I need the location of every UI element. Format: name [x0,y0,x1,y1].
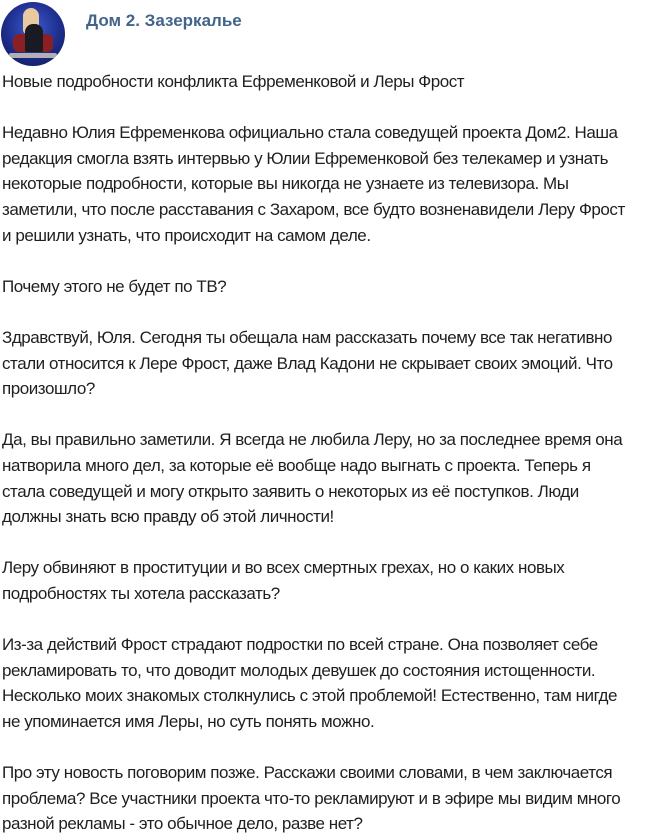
post-text-line: проблема? Все участники проекта что-то рекламируют и в эфире мы видим много [2,788,621,808]
paragraph-gap [2,248,670,274]
post-text-line: разной рекламы - это обычное дело, разве нет? [2,814,363,834]
post-text-line: должны знать всю правду об этой личности! [2,507,334,527]
post-text-line: Несколько моих знакомых столкнулись с этой проблемой! Естественно, там нигде [2,686,618,706]
post-title-line: Новые подробности конфликта Ефременковой и Леры Фрост [2,72,465,91]
paragraph-gap [2,530,670,556]
post-text-line: Леру обвиняют в проституции и во всех смертных грехах, но о каких новых [2,558,565,578]
post-text-line: редакция смогла взять интервью у Юлии Ефременковой без телекамер и узнать [2,148,609,168]
paragraph-gap [2,402,670,428]
paragraph-gap [2,734,670,760]
avatar-logo-shape [9,53,57,58]
post-text-line: стала соведущей и могу открыто заявить о некоторых из её поступков. Люди [2,481,579,501]
post-text-line: заметили, что после расставания с Захаром, все будто возненавидели Леру Фрост [2,199,625,219]
post-text-line: и решили узнать, что происходит на самом деле. [2,225,371,245]
post-text-line: Из-за действий Фрост страдают подростки по всей стране. Она позволяет себе [2,635,598,655]
group-name-link[interactable]: Дом 2. Зазеркалье [86,11,242,30]
paragraph-gap [2,95,670,121]
post-text-line: некоторые подробности, которые вы никогда не узнаете из телевизора. Мы [2,174,569,194]
post-text-line: натворила много дел, за которые её вообще надо выгнать с проекта. Теперь я [2,455,591,475]
group-avatar[interactable] [1,2,65,66]
post-text-line: Здравствуй, Юля. Сегодня ты обещала нам рассказать почему все так негативно [2,327,612,347]
post-text-line: рекламировать то, что доводит молодых девушек до состояния истощенности. [2,660,596,680]
post-text-line: стали относится к Лере Фрост, даже Влад Кадони не скрывает своих эмоций. Что [2,353,613,373]
post-text [2,69,670,837]
paragraph-gap [2,606,670,632]
avatar-figure-shape [25,24,43,52]
post-text-line: не упоминается имя Леры, но суть понять можно. [2,711,375,731]
post-text-line: Почему этого не будет по ТВ? [2,276,227,296]
post-text-line: Про эту новость поговорим позже. Расскажи своими словами, в чем заключается [2,763,613,783]
post-text-line: Недавно Юлия Ефременкова официально стала соведущей проекта Дом2. Наша [2,123,618,143]
post-text-line: произошло? [2,379,95,399]
post-text-line: Да, вы правильно заметили. Я всегда не любила Леру, но за последнее время она [2,430,623,450]
post-text-line: подробностях ты хотела рассказать? [2,583,280,603]
paragraph-gap [2,299,670,325]
